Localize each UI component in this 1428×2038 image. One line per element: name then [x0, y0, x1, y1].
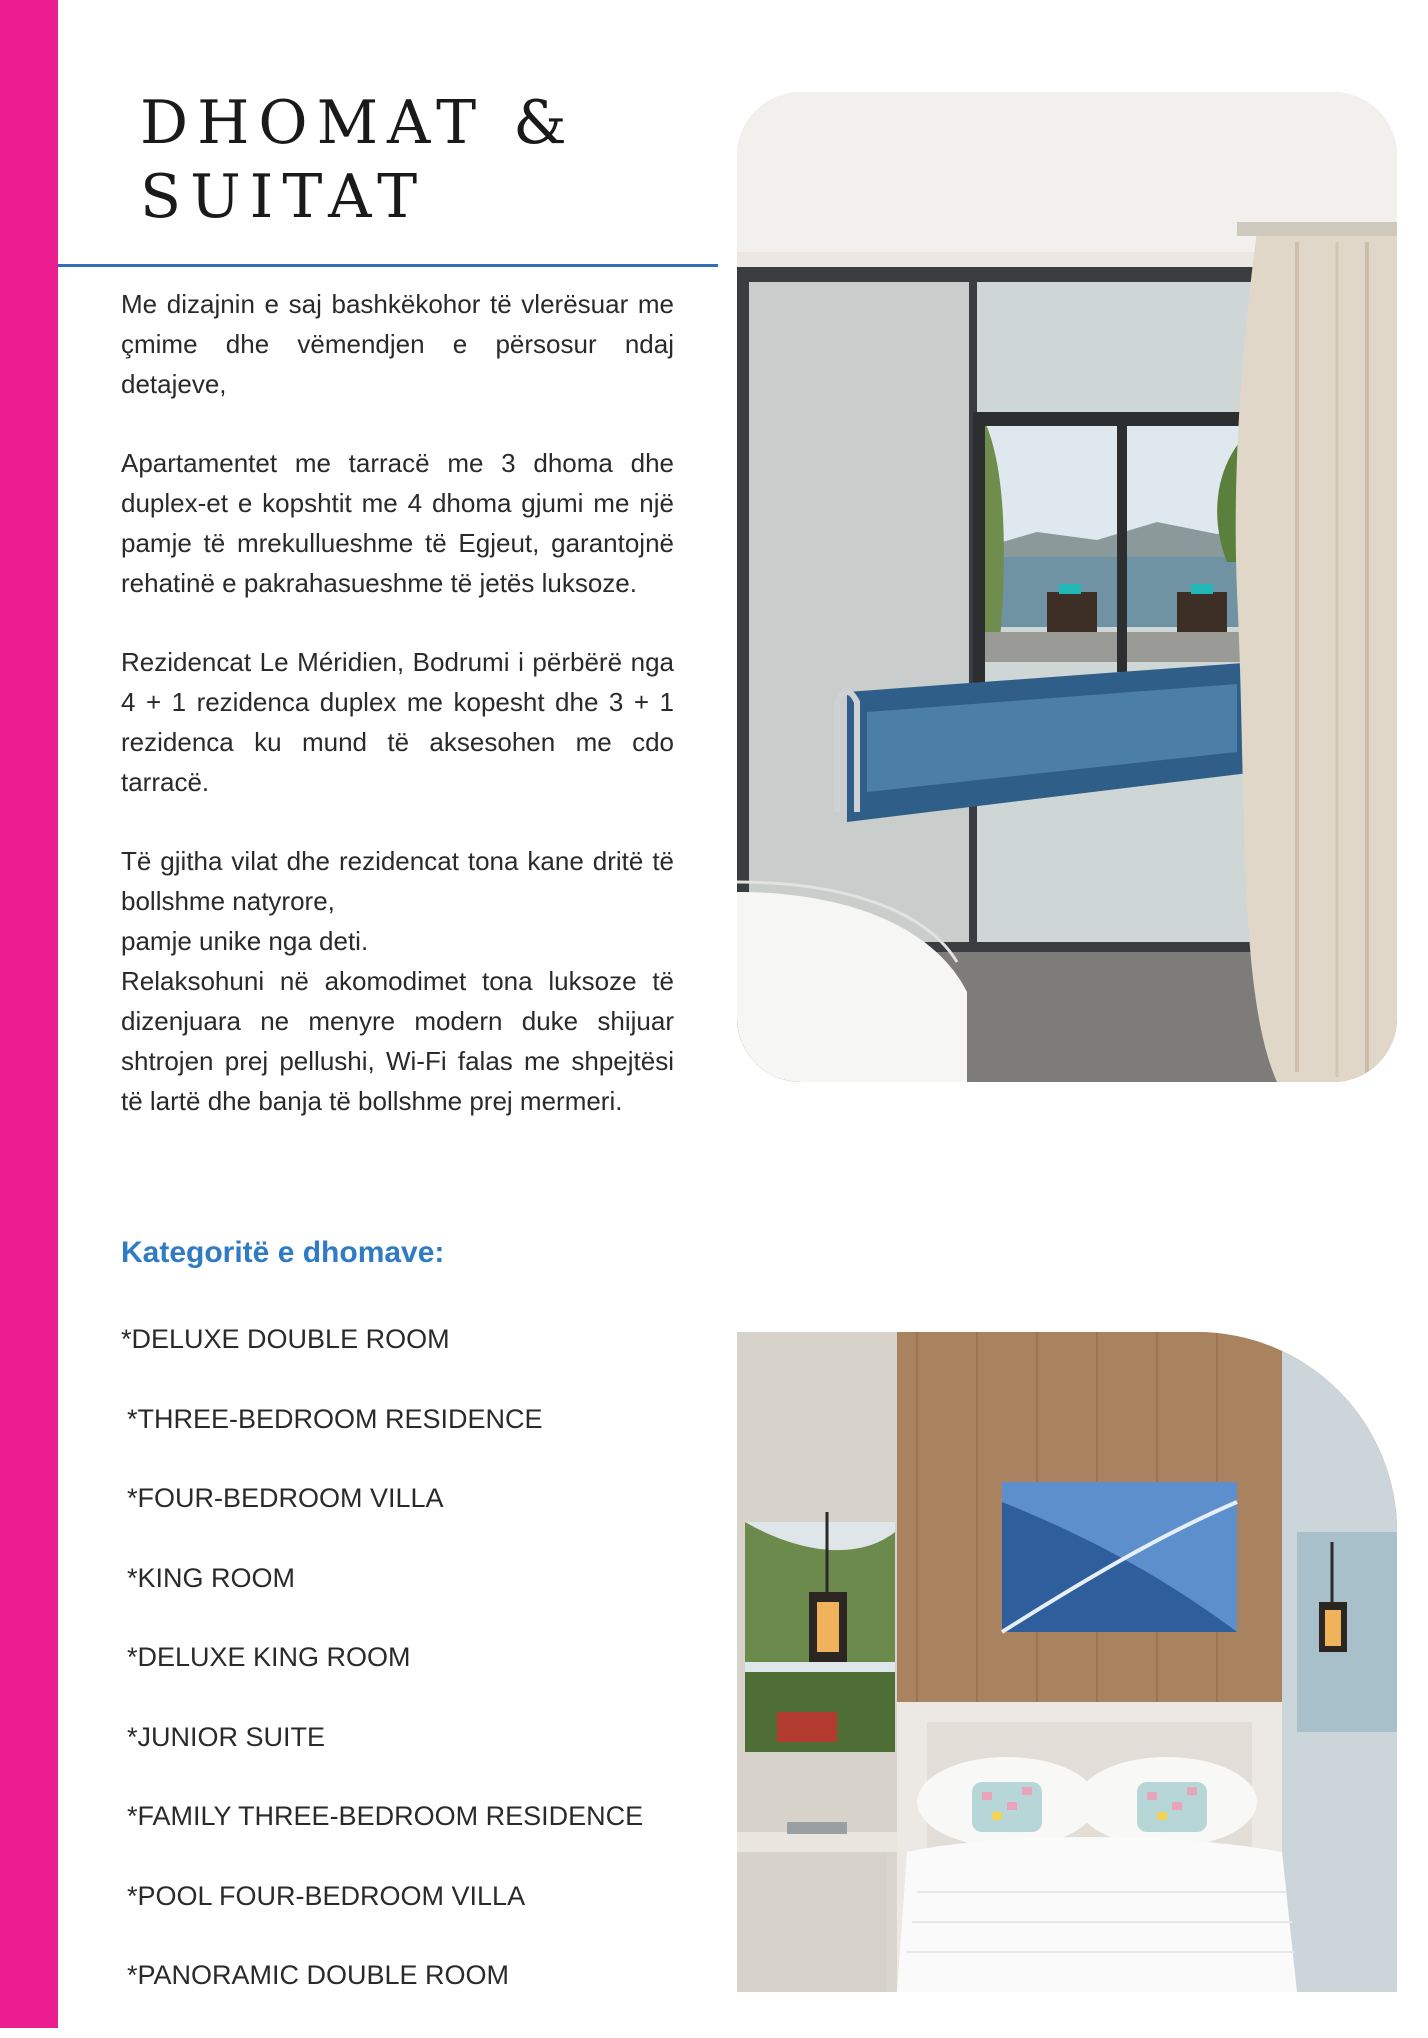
- king-room-illustration: [737, 1332, 1397, 1992]
- list-item: *DELUXE DOUBLE ROOM: [121, 1324, 450, 1354]
- paragraph-residences: Rezidencat Le Méridien, Bodrumi i përbërë nga 4 + 1 rezidenca duplex me kopesht dhe 3 + 1 rezidenca ku mund të aksesohen me cdo tarracë.: [121, 647, 674, 797]
- room-categories-list: [121, 1322, 643, 2038]
- list-item: *THREE-BEDROOM RESIDENCE: [127, 1403, 543, 1434]
- paragraph-apartments: Apartamentet me tarracë me 3 dhoma dhe duplex-et e kopshtit me 4 dhoma gjumi me një pamje të mrekullueshme të Egjeut, garantojnë rehatinë e pakrahasueshme të jetës luksoze.: [121, 448, 674, 598]
- list-item: *JUNIOR SUITE: [127, 1721, 326, 1752]
- king-room-photo: [737, 1332, 1397, 1992]
- paragraph-light: Të gjitha vilat dhe rezidencat tona kane dritë të bollshme natyrore,: [121, 846, 674, 916]
- pool-room-photo: [737, 92, 1397, 1082]
- paragraph-views: pamje unike nga deti.: [121, 926, 369, 956]
- categories-heading: Kategoritë e dhomave:: [121, 1236, 445, 1269]
- list-item: *DELUXE KING ROOM: [127, 1642, 411, 1672]
- list-item: *KING ROOM: [127, 1562, 296, 1593]
- list-item: *FOUR-BEDROOM VILLA: [127, 1483, 444, 1513]
- paragraph-intro: Me dizajnin e saj bashkëkohor të vlerësuar me çmime dhe vëmendjen e përsosur ndaj detajeve,: [121, 289, 674, 399]
- list-item: *POOL FOUR-BEDROOM VILLA: [127, 1880, 526, 1911]
- title-line-2: SUITAT: [140, 162, 427, 232]
- page-title: [140, 86, 576, 234]
- title-line-1: DHOMAT &: [140, 88, 576, 158]
- intro-text: [121, 284, 674, 1121]
- list-item: *PANORAMIC DOUBLE ROOM: [127, 1960, 510, 1990]
- list-item: *FAMILY THREE-BEDROOM RESIDENCE: [127, 1801, 644, 1831]
- pool-room-illustration: [737, 92, 1397, 1082]
- title-divider: [58, 264, 718, 267]
- paragraph-relax: Relaksohuni në akomodimet tona luksoze të dizenjuara ne menyre modern duke shijuar shtrojen prej pellushi, Wi-Fi falas me shpejtësi të lartë dhe banja të bollshme prej mermeri.: [121, 966, 674, 1116]
- accent-sidebar: [0, 0, 58, 2028]
